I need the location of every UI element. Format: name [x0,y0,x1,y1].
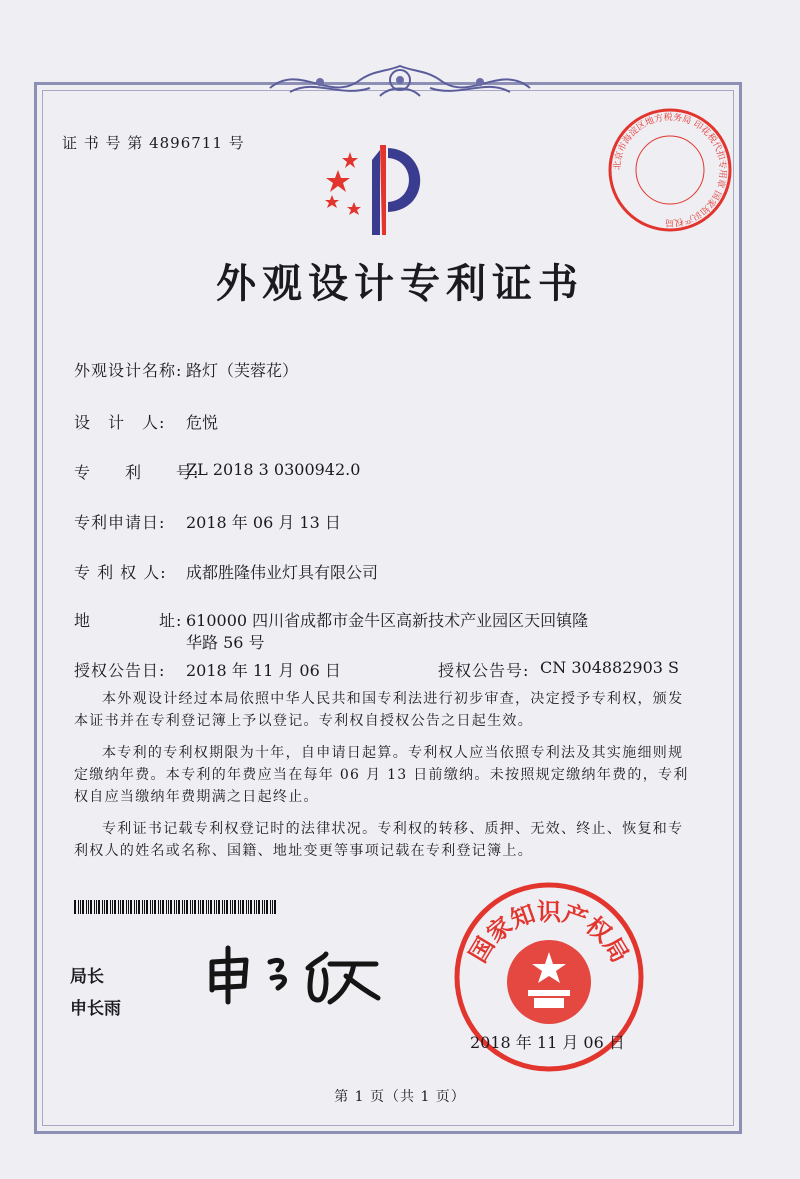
seal-small-text: 北京市海淀区地方税务局 印花税代扣专用章 国家知识产权局 [612,112,728,228]
director-name: 申长雨 [70,999,121,1019]
filing-date-label: 专利申请日: [74,513,166,532]
certificate-title: 外观设计专利证书 [216,260,584,307]
patent-number-label: 专 利 号: [74,463,200,482]
director-signature-icon [200,940,390,1010]
seal-big-text: 国家知识产权局 [463,898,635,968]
patentee-value: 成都胜隆伟业灯具有限公司 [186,563,379,582]
paragraph-term-statement: 本专利的专利权期限为十年，自申请日起算。专利权人应当依照专利法及其实施细则规定缴纳年费。本专利的年费应当在每年 06 月 13 日前缴纳。未按照规定缴纳年费的，专利权自应当缴纳年费期满之日起终止。 [74,745,689,805]
certificate-number: 证 书 号 第 4896711 号 [62,134,245,152]
cnipa-logo-icon [320,140,440,240]
barcode-icon [74,900,280,914]
ornament-header-decoration [260,58,540,106]
director-title: 局长 [70,967,104,987]
address-line-1: 610000 四川省成都市金牛区高新技术产业园区天回镇隆 [186,611,589,630]
address-line-2: 华路 56 号 [186,633,265,652]
patent-number-value: ZL 2018 3 0300942.0 [186,460,361,479]
address-label: 地 址: [74,611,183,630]
paragraph-grant-statement: 本外观设计经过本局依照中华人民共和国专利法进行初步审查，决定授予专利权，颁发本证书并在专利登记簿上予以登记。专利权自授权公告之日起生效。 [74,691,684,729]
designer-value: 危悦 [186,413,219,432]
designer-label: 设 计 人: [74,413,166,432]
grant-date-value: 2018 年 11 月 06 日 [186,661,341,680]
page-number: 第 1 页（共 1 页） [334,1089,466,1105]
design-name-value: 路灯（芙蓉花） [186,361,299,380]
seal-date: 2018 年 11 月 06 日 [470,1033,625,1052]
paragraph-legal-status: 专利证书记载专利权登记时的法律状况。专利权的转移、质押、无效、终止、恢复和专利权人的姓名或名称、国籍、地址变更等事项记载在专利登记簿上。 [74,821,684,859]
tax-stamp-seal-icon [606,106,734,234]
design-name-label: 外观设计名称: [74,361,183,380]
grant-date-label: 授权公告日: [74,661,166,680]
patentee-label: 专 利 权 人: [74,563,167,582]
grant-number-value: CN 304882903 S [540,658,679,677]
grant-number-label: 授权公告号: [438,661,530,680]
filing-date-value: 2018 年 06 月 13 日 [186,513,341,532]
